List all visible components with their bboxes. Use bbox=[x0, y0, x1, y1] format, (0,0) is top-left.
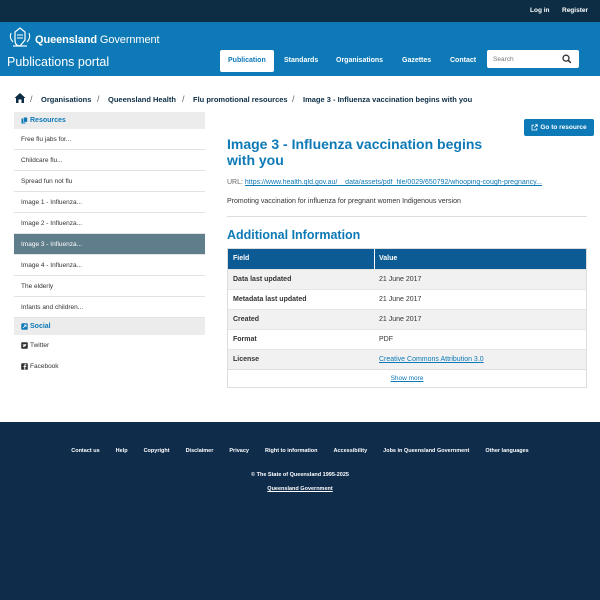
footer-link[interactable]: Copyright bbox=[143, 448, 170, 454]
files-icon bbox=[21, 117, 28, 124]
masthead bbox=[0, 22, 600, 76]
footer-link[interactable]: Help bbox=[115, 448, 128, 454]
sidebar bbox=[14, 112, 205, 377]
table-row bbox=[228, 329, 586, 349]
footer-link[interactable]: Other languages bbox=[485, 448, 529, 454]
value-cell: 21 June 2017 bbox=[379, 276, 422, 283]
nav-publication[interactable]: Publication bbox=[220, 50, 274, 72]
facebook-icon bbox=[21, 363, 28, 370]
resources-heading-label: Resources bbox=[30, 117, 66, 124]
portal-title[interactable]: Publications portal bbox=[7, 55, 110, 69]
table-row bbox=[228, 289, 586, 309]
value-cell: PDF bbox=[379, 336, 393, 343]
search-input[interactable] bbox=[487, 50, 559, 68]
field-cell: Created bbox=[233, 316, 260, 323]
go-to-resource-button[interactable] bbox=[524, 119, 594, 136]
divider bbox=[227, 216, 587, 217]
value-cell: 21 June 2017 bbox=[379, 296, 422, 303]
brand-rest: Government bbox=[96, 34, 160, 46]
copyright-text: © The State of Queensland 1995-2025 bbox=[251, 472, 349, 478]
nav-standards[interactable]: Standards bbox=[284, 57, 319, 64]
footer-links bbox=[0, 447, 600, 454]
additional-info-heading: Additional Information bbox=[227, 228, 361, 242]
resource-list-item[interactable]: Spread fun not flu bbox=[14, 171, 205, 192]
footer-link[interactable]: Privacy bbox=[229, 448, 249, 454]
share-icon bbox=[21, 323, 28, 330]
breadcrumb-separator: / bbox=[292, 94, 295, 104]
breadcrumb-queensland-health[interactable]: Queensland Health bbox=[108, 95, 176, 104]
breadcrumb-separator: / bbox=[182, 94, 185, 104]
nav-contact[interactable]: Contact bbox=[450, 57, 477, 64]
top-utility-bar bbox=[0, 0, 600, 22]
footer-link[interactable]: Disclaimer bbox=[185, 448, 214, 454]
field-cell: Format bbox=[233, 336, 257, 343]
table-header bbox=[228, 249, 586, 269]
go-to-resource-label: Go to resource bbox=[540, 124, 587, 131]
social-heading-label: Social bbox=[30, 323, 51, 330]
license-link[interactable]: Creative Commons Attribution 3.0 bbox=[379, 356, 484, 363]
footer-link[interactable]: Jobs in Queensland Government bbox=[383, 448, 470, 454]
breadcrumb-flu-resources[interactable]: Flu promotional resources bbox=[193, 95, 288, 104]
social-facebook[interactable] bbox=[14, 356, 205, 377]
register-link[interactable]: Register bbox=[562, 7, 589, 14]
search-box bbox=[487, 50, 579, 68]
resource-list-item[interactable]: Childcare flu... bbox=[14, 150, 205, 171]
queensland-crest-icon[interactable] bbox=[7, 27, 33, 49]
social-heading bbox=[14, 318, 205, 335]
resource-description: Promoting vaccination for influenza for pregnant women Indigenous version bbox=[227, 198, 461, 205]
resource-list-item[interactable]: The elderly bbox=[14, 276, 205, 297]
breadcrumb-separator: / bbox=[30, 94, 33, 104]
resource-list-item[interactable]: Image 1 - Influenza... bbox=[14, 192, 205, 213]
resource-url-line bbox=[227, 179, 587, 186]
url-label: URL: bbox=[227, 179, 243, 186]
table-body bbox=[228, 269, 586, 369]
login-link[interactable]: Log in bbox=[530, 7, 550, 14]
breadcrumb-separator: / bbox=[97, 94, 100, 104]
social-twitter[interactable] bbox=[14, 335, 205, 356]
brand-bold: Queensland bbox=[35, 34, 97, 46]
table-row bbox=[228, 269, 586, 289]
home-icon[interactable] bbox=[14, 92, 26, 104]
nav-gazettes[interactable]: Gazettes bbox=[402, 57, 432, 64]
field-cell: License bbox=[233, 356, 260, 363]
table-row bbox=[228, 309, 586, 329]
column-header-value: Value bbox=[379, 255, 398, 262]
column-header-field: Field bbox=[233, 255, 250, 262]
additional-info-table bbox=[227, 248, 587, 388]
resource-list-item[interactable]: Image 3 - Influenza... bbox=[14, 234, 205, 255]
resource-list-item[interactable]: Image 4 - Influenza... bbox=[14, 255, 205, 276]
footer bbox=[0, 422, 600, 600]
external-link-icon bbox=[531, 124, 538, 131]
brand-wordmark[interactable] bbox=[35, 34, 159, 46]
resources-heading bbox=[14, 112, 205, 129]
show-more-link[interactable]: Show more bbox=[228, 369, 586, 387]
resource-list-item[interactable]: Free flu jabs for... bbox=[14, 129, 205, 150]
column-divider bbox=[374, 249, 375, 269]
footer-link[interactable]: Right to information bbox=[264, 448, 318, 454]
field-cell: Data last updated bbox=[233, 276, 292, 283]
social-twitter-label: Twitter bbox=[30, 342, 50, 349]
resource-list-item[interactable]: Infants and children... bbox=[14, 297, 205, 318]
breadcrumb-current: Image 3 - Influenza vaccination begins with you bbox=[303, 95, 473, 104]
resource-list bbox=[14, 129, 205, 318]
value-cell: 21 June 2017 bbox=[379, 316, 422, 323]
breadcrumb-organisations[interactable]: Organisations bbox=[41, 95, 92, 104]
resource-list-item[interactable]: Image 2 - Influenza... bbox=[14, 213, 205, 234]
resource-title: Image 3 - Influenza vaccination begins with you bbox=[227, 136, 483, 168]
twitter-icon bbox=[21, 342, 28, 349]
social-facebook-label: Facebook bbox=[30, 363, 59, 370]
field-cell: Metadata last updated bbox=[233, 296, 307, 303]
footer-link[interactable]: Accessibility bbox=[333, 448, 368, 454]
value-cell bbox=[379, 350, 584, 370]
resource-url-link[interactable]: https://www.health.qld.gov.au/__data/assets/pdf_file/0029/650792/whooping-cough-pregnancy... bbox=[244, 179, 542, 186]
nav-organisations[interactable]: Organisations bbox=[336, 57, 384, 64]
footer-link[interactable]: Contact us bbox=[71, 448, 100, 454]
queensland-government-link[interactable]: Queensland Government bbox=[267, 486, 333, 492]
search-icon[interactable] bbox=[561, 54, 573, 64]
table-row bbox=[228, 349, 586, 369]
